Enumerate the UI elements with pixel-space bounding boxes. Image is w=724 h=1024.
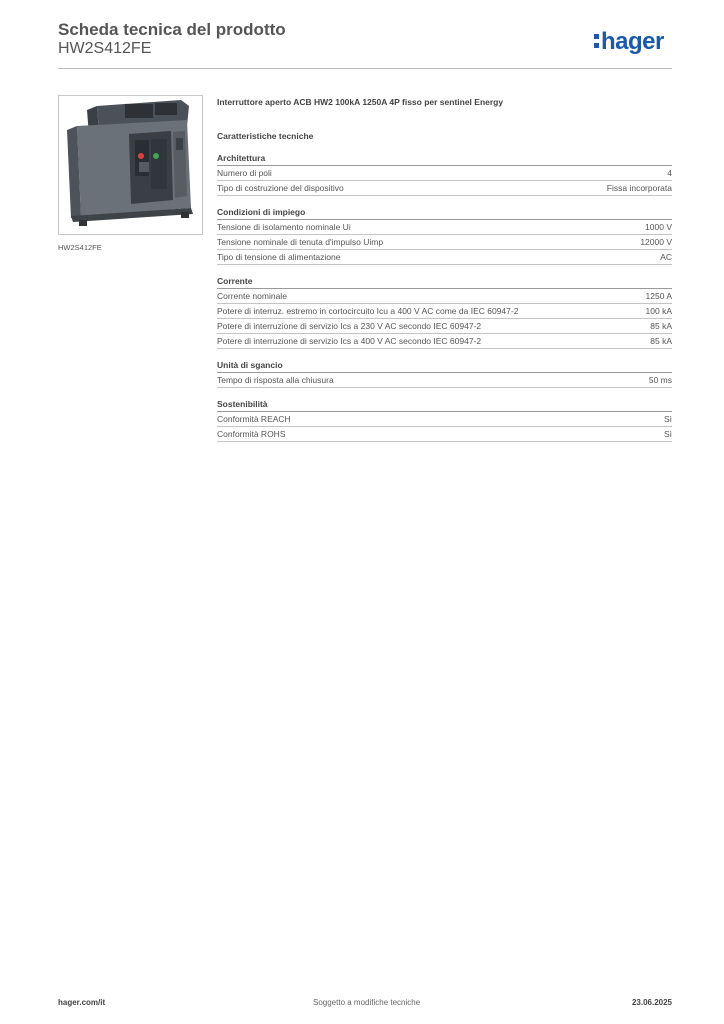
spec-row	[217, 304, 672, 319]
spec-label: Corrente nominale	[217, 291, 287, 301]
spec-value: 1250 A	[645, 291, 672, 301]
page-title: Scheda tecnica del prodotto	[58, 20, 286, 39]
spec-label: Tipo di tensione di alimentazione	[217, 252, 341, 262]
spec-row	[217, 427, 672, 442]
spec-value: 12000 V	[640, 237, 672, 247]
spec-value: 85 kA	[650, 321, 672, 331]
spec-label: Potere di interruzione di servizio Ics a 400 V AC secondo IEC 60947-2	[217, 336, 482, 346]
spec-value: 85 kA	[650, 336, 672, 346]
spec-value: Sì	[663, 414, 672, 424]
section-unita-di-sgancio	[217, 359, 672, 388]
section-condizioni-di-impiego	[217, 206, 672, 265]
spec-row	[217, 319, 672, 334]
section-title: Architettura	[217, 152, 672, 166]
spec-row	[217, 235, 672, 250]
spec-value: 4	[667, 168, 672, 178]
spec-label: Tensione nominale di tenuta d'impulso Uimp	[217, 237, 384, 247]
image-caption: HW2S412FE	[58, 243, 102, 252]
spec-value: Sì	[663, 429, 672, 439]
spec-value: 100 kA	[645, 306, 672, 316]
circuit-breaker-icon	[59, 96, 202, 234]
spec-value: Fissa incorporata	[606, 183, 672, 193]
header-divider	[58, 68, 672, 69]
section-title: Corrente	[217, 275, 672, 289]
spec-row	[217, 373, 672, 388]
product-description: Interruttore aperto ACB HW2 100kA 1250A 4P fisso per sentinel Energy	[217, 97, 504, 107]
spec-row	[217, 166, 672, 181]
product-code: HW2S412FE	[58, 40, 152, 57]
spec-label: Tempo di risposta alla chiusura	[217, 375, 334, 385]
section-architettura	[217, 152, 672, 196]
spec-label: Conformità REACH	[217, 414, 291, 424]
section-corrente	[217, 275, 672, 349]
spec-label: Tensione di isolamento nominale Ui	[217, 222, 351, 232]
spec-label: Conformità ROHS	[217, 429, 286, 439]
spec-row	[217, 250, 672, 265]
spec-content	[217, 96, 672, 442]
spec-row	[217, 412, 672, 427]
spec-row	[217, 181, 672, 196]
spec-label: Numero di poli	[217, 168, 272, 178]
footer-notice: Soggetto a modifiche tecniche	[313, 998, 421, 1007]
logo-text: hager	[601, 28, 664, 55]
footer-date: 23.06.2025	[631, 998, 672, 1007]
footer-website: hager.com/it	[58, 998, 106, 1007]
logo-dots-icon	[594, 32, 599, 50]
specs-heading: Caratteristiche tecniche	[217, 131, 314, 141]
spec-value: 1000 V	[645, 222, 672, 232]
spec-row	[217, 289, 672, 304]
spec-value: AC	[660, 252, 672, 262]
spec-label: Potere di interruzione di servizio Ics a 230 V AC secondo IEC 60947-2	[217, 321, 482, 331]
spec-label: Tipo di costruzione del dispositivo	[217, 183, 344, 193]
section-title: Unità di sgancio	[217, 359, 672, 373]
hager-logo	[594, 28, 664, 56]
section-sostenibilita	[217, 398, 672, 442]
product-image	[58, 95, 203, 235]
section-title: Condizioni di impiego	[217, 206, 672, 220]
spec-value: 50 ms	[648, 375, 672, 385]
spec-row	[217, 334, 672, 349]
spec-label: Potere di interruz. estremo in cortocircuito Icu a 400 V AC come da IEC 60947-2	[217, 306, 519, 316]
section-title: Sostenibilità	[217, 398, 672, 412]
spec-row	[217, 220, 672, 235]
